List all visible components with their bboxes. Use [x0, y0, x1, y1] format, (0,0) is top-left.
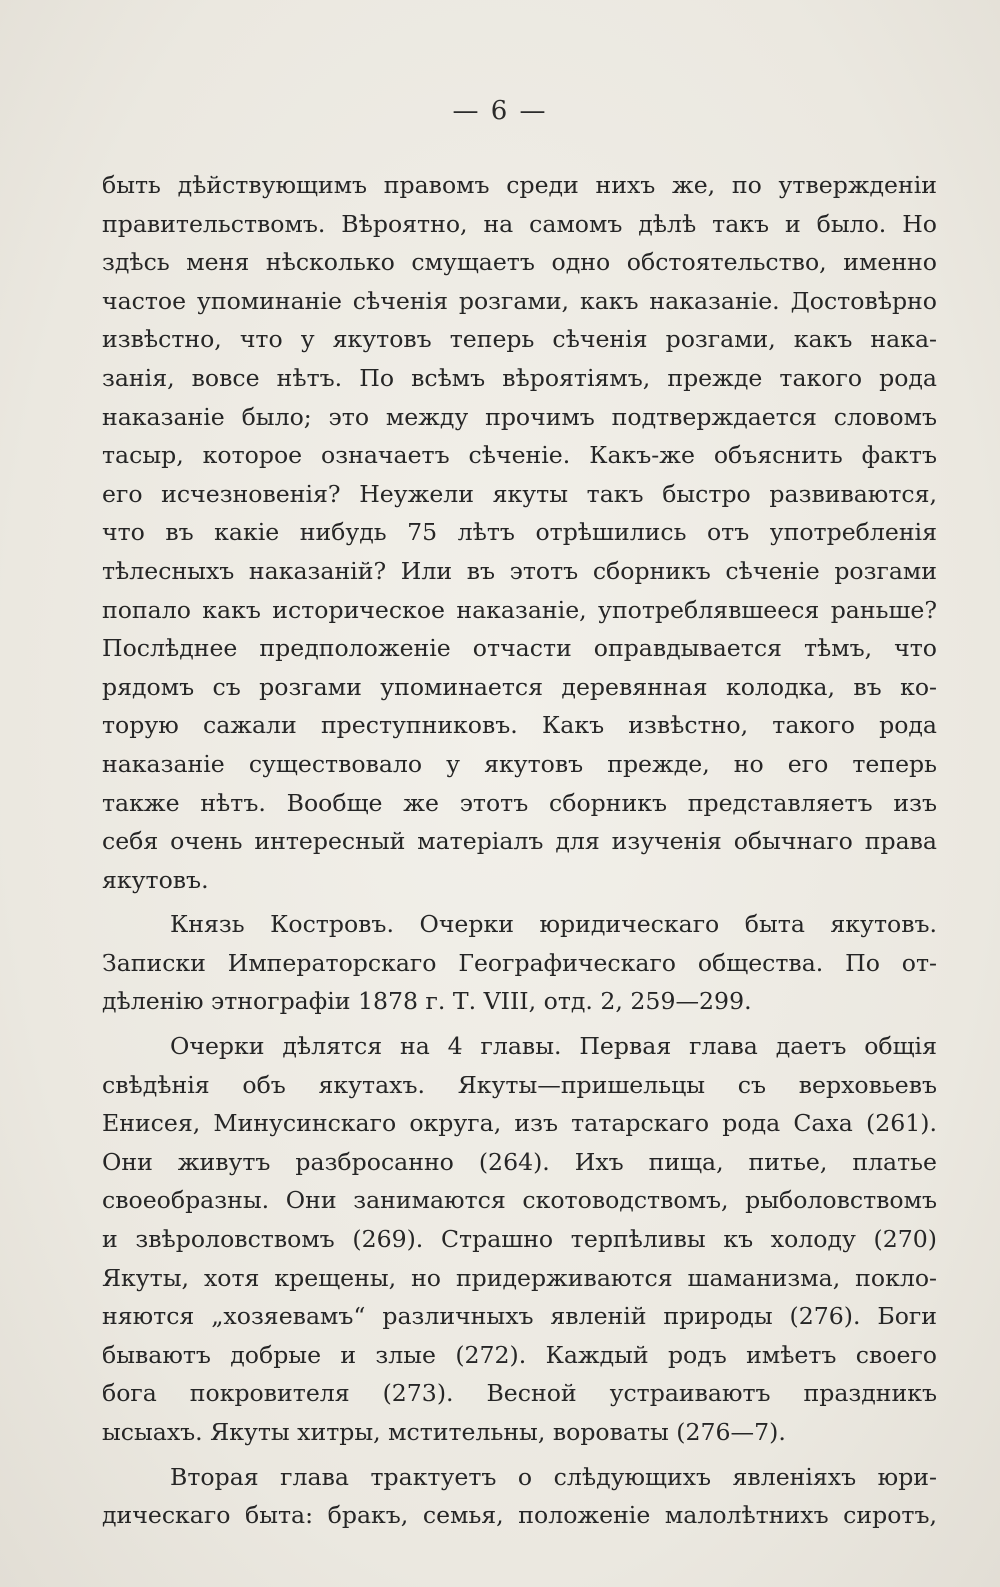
text-line: няются „хозяевамъ“ различныхъ явленій природы (276). Боги [102, 1302, 937, 1331]
text-line: дическаго быта: бракъ, семья, положеніе малолѣтнихъ сиротъ, [102, 1501, 937, 1530]
text-line: что въ какіе нибудь 75 лѣтъ отрѣшились отъ употребленія [102, 518, 937, 547]
text-line: наказаніе существовало у якутовъ прежде, но его теперь [102, 749, 937, 778]
text-line: правительствомъ. Вѣроятно, на самомъ дѣлѣ такъ и было. Но [102, 209, 937, 238]
text-line: себя очень интересный матеріалъ для изученія обычнаго права [102, 827, 937, 856]
text-line: Князь Костровъ. Очерки юридическаго быта якутовъ. [170, 910, 937, 939]
text-line: тѣлесныхъ наказаній? Или въ этотъ сборникъ сѣченіе розгами [102, 556, 937, 585]
text-line: дѣленію этнографіи 1878 г. Т. VIII, отд. 2, 259—299. [102, 987, 752, 1016]
text-line: здѣсь меня нѣсколько смущаетъ одно обстоятельство, именно [102, 248, 937, 277]
paragraph [102, 905, 937, 1021]
text-line: Послѣднее предположеніе отчасти оправдывается тѣмъ, что [102, 634, 937, 663]
text-line: свѣдѣнія объ якутахъ. Якуты—пришельцы съ верховьевъ [102, 1070, 937, 1099]
paragraph [102, 1458, 937, 1535]
paragraph [102, 166, 937, 899]
text-line: тасыр, которое означаетъ сѣченіе. Какъ-же объяснить фактъ [102, 441, 937, 470]
text-line: извѣстно, что у якутовъ теперь сѣченія розгами, какъ нака- [102, 325, 937, 354]
text-line: торую сажали преступниковъ. Какъ извѣстно, такого рода [102, 711, 937, 740]
text-line: Они живутъ разбросанно (264). Ихъ пища, питье, платье [102, 1147, 937, 1176]
text-line: бога покровителя (273). Весной устраиваютъ праздникъ [102, 1379, 937, 1408]
text-line: рядомъ съ розгами упоминается деревянная колодка, въ ко- [102, 672, 937, 701]
text-line: Записки Императорскаго Географическаго общества. По от- [102, 948, 937, 977]
text-line: Очерки дѣлятся на 4 главы. Первая глава даетъ общія [170, 1032, 937, 1061]
text-line: занія, вовсе нѣтъ. По всѣмъ вѣроятіямъ, прежде такого рода [102, 363, 937, 392]
text-line: также нѣтъ. Вообще же этотъ сборникъ представляетъ изъ [102, 788, 937, 817]
text-line: частое упоминаніе сѣченія розгами, какъ наказаніе. Достовѣрно [102, 286, 937, 315]
text-line: быть дѣйствующимъ правомъ среди нихъ же, по утвержденіи [102, 171, 937, 199]
text-line: попало какъ историческое наказаніе, употреблявшееся раньше? [102, 595, 937, 624]
text-line: своеобразны. Они занимаются скотоводствомъ, рыболовствомъ [102, 1186, 937, 1215]
paragraph [102, 1027, 937, 1452]
text-line: якутовъ. [102, 865, 209, 894]
text-line: его исчезновенія? Неужели якуты такъ быстро развиваются, [102, 479, 937, 508]
text-line: Вторая глава трактуетъ о слѣдующихъ явленіяхъ юри- [170, 1462, 937, 1491]
text-line: Енисея, Минусинскаго округа, изъ татарскаго рода Саха (261). [102, 1109, 937, 1138]
text-line: бываютъ добрые и злые (272). Каждый родъ имѣетъ своего [102, 1340, 937, 1369]
text-line: наказаніе было; это между прочимъ подтверждается словомъ [102, 402, 937, 431]
page-number: — 6 — [452, 96, 548, 126]
text-line: Якуты, хотя крещены, но придерживаются шаманизма, покло- [102, 1263, 937, 1292]
text-line: и звѣроловствомъ (269). Страшно терпѣливы къ холоду (270) [102, 1225, 937, 1254]
text-line: ысыахъ. Якуты хитры, мстительны, вороваты (276—7). [102, 1418, 786, 1446]
body-text [102, 166, 937, 1535]
